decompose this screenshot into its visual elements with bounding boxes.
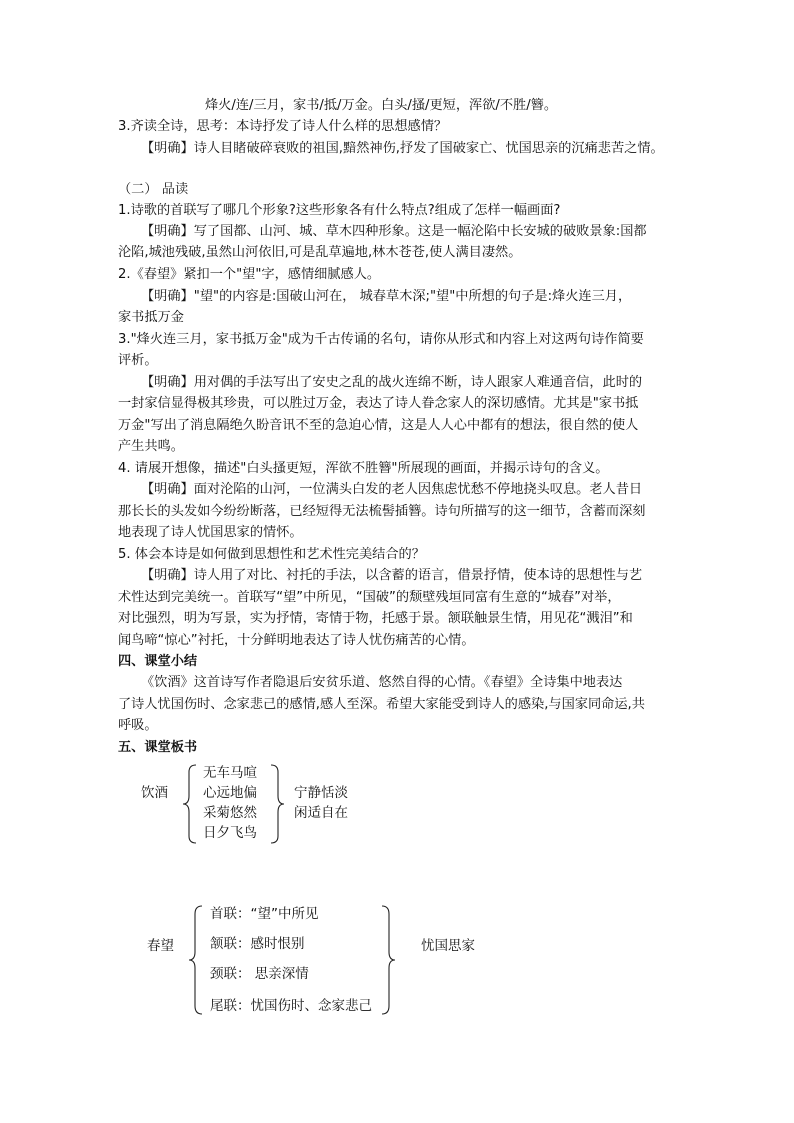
answer-text: 【明确】用对偶的手法写出了安史之乱的战火连绵不断，诗人跟家人难通音信，此时的: [141, 375, 643, 390]
summary-text: 《饮酒》这首诗写作者隐退后安贫乐道、悠然自得的心情。《春望》全诗集中地表达: [141, 675, 623, 690]
question-text: 评析。: [118, 353, 158, 368]
board-title: 饮酒: [141, 785, 168, 801]
board-item: 首联：“望”中所见: [210, 906, 319, 922]
answer-text: 万金"写出了消息隔绝久盼音讯不至的急迫心情，这是人人心中都有的想法，很自然的使人: [118, 418, 639, 433]
board-item: 无车马喧: [203, 765, 257, 781]
left-brace-icon: [188, 905, 206, 1015]
answer-text: 对比强烈，明为写景，实为抒情，寄情于物，托感于景。颔联触景生情，用见花“溅泪”和: [118, 611, 633, 626]
question-text: 3.齐读全诗，思考：本诗抒发了诗人什么样的思想感情？: [118, 119, 448, 134]
summary-text: 呼吸。: [118, 718, 158, 733]
board-item: 日夕飞鸟: [203, 825, 257, 841]
board-item: 心远地偏: [203, 785, 257, 801]
board-item: 颔联：感时恨别: [210, 936, 305, 952]
section-heading: 五、课堂板书: [118, 740, 198, 755]
board-result: 闲适自在: [294, 805, 348, 821]
right-brace-icon: [380, 905, 398, 1015]
question-text: 5. 体会本诗是如何做到思想性和艺术性完美结合的？: [118, 547, 425, 562]
section-heading: （二） 品读: [118, 182, 189, 197]
board-result: 宁静恬淡: [294, 785, 348, 801]
answer-text: 【明确】诗人用了对比、衬托的手法，以含蓄的语言，借景抒情，使本诗的思想性与艺: [141, 568, 643, 583]
poem-divided-line: 烽火/连/三月，家书/抵/万金。白头/搔/更短，浑欲/不胜/簪。: [205, 98, 558, 113]
board-item: 尾联：忧国伤时、念家悲己: [210, 998, 372, 1014]
answer-text: 产生共鸣。: [118, 439, 184, 454]
answer-text: 一封家信显得极其珍贵，可以胜过万金，表达了诗人眷念家人的深切感情。尤其是"家书抵: [118, 396, 639, 411]
answer-text: 【明确】写了国都、山河、城、草木四种形象。这是一幅沦陷中长安城的破败景象:国都: [141, 224, 647, 239]
answer-text: 术性达到完美统一。首联写“望”中所见，“国破”的颓壁残垣同富有生意的“城春”对举，: [118, 590, 621, 605]
question-text: 4. 请展开想像，描述"白头搔更短，浑欲不胜簪"所展现的画面，并揭示诗句的含义。: [118, 461, 609, 476]
question-text: 2.《春望》紧扣一个"望"字，感情细腻感人。: [118, 267, 381, 282]
right-brace-icon: [269, 764, 287, 844]
board-result: 忧国思家: [421, 938, 475, 954]
answer-text: 【明确】"望"的内容是:国破山河在， 城春草木深;"望"中所想的句子是:烽火连三月，: [141, 289, 632, 304]
board-title: 春望: [147, 938, 174, 954]
answer-text: 【明确】面对沦陷的山河，一位满头白发的老人因焦虑忧愁不停地挠头叹息。老人昔日: [141, 482, 643, 497]
left-brace-icon: [182, 764, 200, 844]
board-item: 颈联： 思亲深情: [210, 966, 309, 982]
answer-text: 那长长的头发如今纷纷断落，已经短得无法梳髻插簪。诗句所描写的这一细节，含蓄而深刻: [118, 504, 646, 519]
answer-text: 家书抵万金: [118, 310, 184, 325]
section-heading: 四、课堂小结: [118, 654, 198, 669]
answer-text: 闻鸟啼“惊心”衬托，十分鲜明地表达了诗人忧伤痛苦的心情。: [118, 633, 475, 648]
answer-text: 地表现了诗人忧国思家的情怀。: [118, 525, 303, 540]
question-text: 3."烽火连三月，家书抵万金"成为千古传诵的名句，请你从形式和内容上对这两句诗作简要: [118, 332, 644, 347]
answer-text: 【明确】诗人目睹破碎衰败的祖国,黯然神伤,抒发了国破家亡、忧国思亲的沉痛悲苦之情。: [141, 141, 664, 156]
board-item: 采菊悠然: [203, 805, 257, 821]
summary-text: 了诗人忧国伤时、念家悲己的感情,感人至深。希望大家能受到诗人的感染,与国家同命运,共: [118, 697, 645, 712]
question-text: 1.诗歌的首联写了哪几个形象?这些形象各有什么特点?组成了怎样一幅画面?: [118, 203, 561, 218]
answer-text: 沦陷,城池残破,虽然山河依旧,可是乱草遍地,林木苍苍,使人满目凄然。: [118, 245, 522, 260]
